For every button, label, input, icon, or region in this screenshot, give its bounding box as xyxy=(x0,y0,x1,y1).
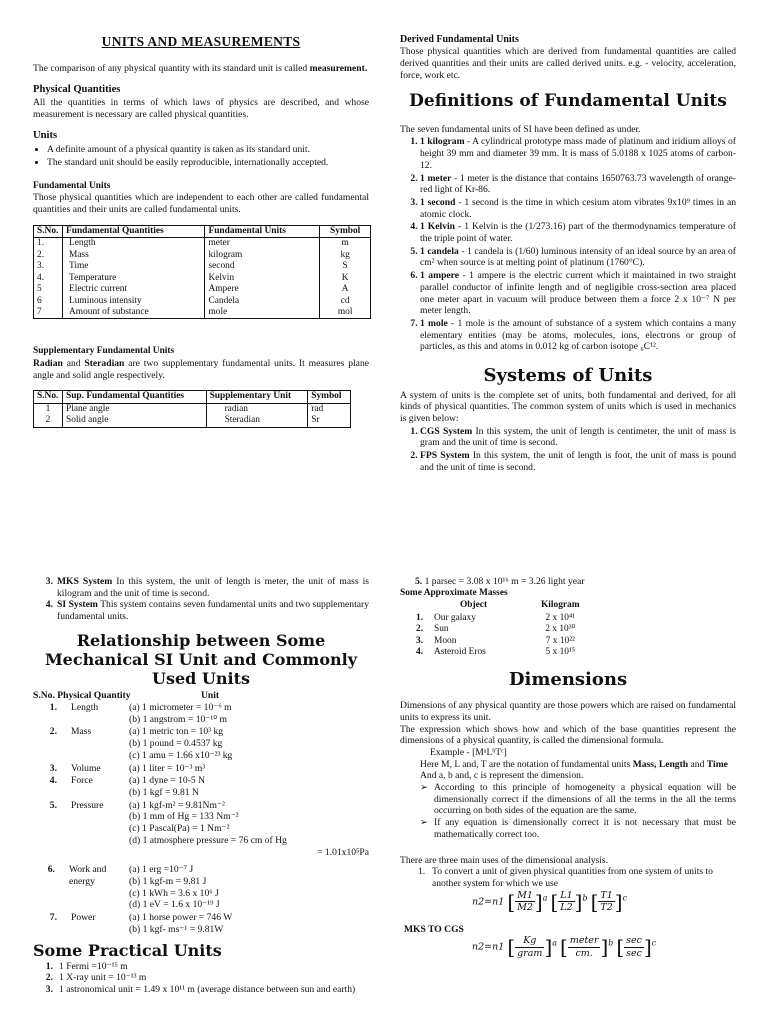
physical-quantities-heading: Physical Quantities xyxy=(33,84,121,96)
table-cell: Solid angle xyxy=(63,415,207,427)
dimensions-here-text: Here M, L and, T are the notation of fundamental units xyxy=(420,758,633,770)
definitions-intro: The seven fundamental units of SI have been defined as under. xyxy=(400,123,641,135)
relationship-group xyxy=(33,912,369,935)
definition-term: 1 second xyxy=(420,196,456,208)
system-item xyxy=(33,576,369,599)
table-row xyxy=(414,613,594,624)
system-term: CGS System xyxy=(420,425,473,437)
table-cell: 2 xyxy=(34,415,63,427)
table-cell: Length xyxy=(63,238,205,250)
table-cell: Amount of substance xyxy=(63,307,205,319)
relationship-unit: (b) 1 angstrom = 10⁻¹⁰ m xyxy=(129,713,227,725)
formula-num: M1 xyxy=(517,889,533,901)
relationship-quantity-name: Force xyxy=(71,775,93,787)
practical-unit-text: 1 parsec = 3.08 x 10¹⁶ m = 3.26 light year xyxy=(424,576,585,587)
table-cell: Temperature xyxy=(63,273,205,284)
page-title: UNITS AND MEASUREMENTS xyxy=(101,34,301,49)
system-number: 3. xyxy=(45,576,53,587)
definition-term: 1 meter xyxy=(420,172,452,184)
relationship-number: 6. xyxy=(47,864,55,876)
supplementary-units-table xyxy=(33,390,351,427)
table-header: Object xyxy=(460,600,488,611)
table-row xyxy=(414,624,594,635)
relationship-unit: (d) 1 atmosphere pressure = 76 cm of Hg xyxy=(129,834,287,846)
system-item xyxy=(420,450,736,473)
relationship-number: 4. xyxy=(49,775,57,787)
system-item xyxy=(33,599,369,622)
table-cell: 3. xyxy=(416,635,424,646)
definition-item xyxy=(420,197,736,220)
relationship-number: 2. xyxy=(49,726,57,738)
derived-units-heading: Derived Fundamental Units xyxy=(400,34,519,45)
relationship-quantity xyxy=(33,726,129,761)
relationship-unit: (b) 1 mm of Hg = 133 Nm⁻² xyxy=(129,811,239,823)
relationship-units xyxy=(129,763,369,775)
table-cell: Moon xyxy=(434,635,457,646)
definition-item xyxy=(420,221,736,244)
table-cell: kg xyxy=(320,250,371,261)
relationship-unit: (d) 1 eV = 1.6 x 10⁻¹⁹ J xyxy=(129,899,220,911)
relationship-col-header: Unit xyxy=(201,690,220,702)
relationship-group xyxy=(33,702,369,725)
table-cell: 4. xyxy=(34,273,63,284)
dimensions-example: Example - [MᵃLᵇTᶜ] xyxy=(430,746,507,758)
table-cell: Candela xyxy=(205,296,320,307)
formula-den: L2 xyxy=(560,902,573,914)
relationship-quantity xyxy=(33,775,129,798)
masses-heading: Some Approximate Masses xyxy=(400,587,508,598)
system-text: In this system, the unit of length is centimeter, the unit of mass is gram and the unit of time is second. xyxy=(420,425,737,449)
definitions-heading: Definitions of Fundamental Units xyxy=(409,91,727,112)
table-cell: rad xyxy=(308,403,351,415)
units-heading: Units xyxy=(33,129,58,141)
definition-item xyxy=(420,318,736,353)
relationship-quantity xyxy=(33,912,129,935)
arrow-bullet-icon: ➢ xyxy=(420,782,429,794)
practical-unit-text: 1 X-ray unit = 10⁻¹³ m xyxy=(59,972,147,984)
table-cell: Ampere xyxy=(205,284,320,295)
relationship-unit: (a) 1 horse power = 746 W xyxy=(129,912,233,924)
system-term: MKS System xyxy=(57,576,113,587)
table-header: Kilogram xyxy=(541,600,580,611)
definition-item xyxy=(420,270,736,317)
dimensions-here-bold: Mass, Length xyxy=(632,758,689,770)
dimensions-arrow-text: If any equation is dimensionally correct it is not necessary that must be mathematically correct too. xyxy=(434,817,736,840)
table-row xyxy=(34,273,371,284)
supplementary-body: are two supplementary fundamental units. It measures plane angle and solid angle respectively. xyxy=(33,357,369,381)
formula-den: sec xyxy=(626,948,642,960)
mks-to-cgs-label: MKS TO CGS xyxy=(404,923,464,935)
masses-table-body xyxy=(414,613,594,659)
system-body xyxy=(57,599,369,622)
table-cell: Mass xyxy=(63,250,205,261)
relationship-heading: Relationship between Some Mechanical SI Unit and Commonly Used Units xyxy=(44,630,358,689)
relationship-quantity-name: Work and energy xyxy=(68,864,107,887)
table-cell: 7 x 10²² xyxy=(545,635,575,646)
table-cell: 3. xyxy=(34,261,63,272)
definition-text: - 1 meter is the distance that contains 1650763.73 wavelength of orange-red light of Kr-86. xyxy=(420,172,736,196)
relationship-unit: (a) 1 micrometer = 10⁻⁶ m xyxy=(129,702,232,714)
relationship-unit: (a) 1 dyne = 10-5 N xyxy=(129,775,206,787)
dimensions-p1: Dimensions of any physical quantity are those powers which are raised on fundamental units to express its unit. xyxy=(400,700,736,723)
definition-item xyxy=(420,136,736,171)
practical-unit-num: 3. xyxy=(45,984,53,996)
relationship-col-header: S.No. Physical Quantity xyxy=(33,690,131,702)
practical-unit-num: 2. xyxy=(45,972,53,984)
table-cell: 1 xyxy=(34,403,63,415)
systems-list xyxy=(400,426,736,474)
table-row xyxy=(414,647,594,658)
formula-mks-cgs: n2=n1 [ $\frac{Kg}{\text{gram}}$ ]$^a$ [ $\frac{\text{meter}}{cm.}$ ]$^b$ [ $\frac{\sec}{\sec}$ ]$^c$ xyxy=(472,935,657,960)
system-item xyxy=(420,426,736,449)
formula-den: cm. xyxy=(575,948,593,960)
definition-text: - 1 candela is (1/60) luminous intensity of an ideal source by an area of cm² when source is at melting point of platinum (1760°C). xyxy=(420,245,736,269)
table-header: Fundamental Quantities xyxy=(63,225,205,237)
table-cell: Asteroid Eros xyxy=(434,647,486,658)
physical-quantities-text: All the quantities in terms of which laws of physics are described, and whose measurement is necessary are called physical quantities. xyxy=(33,97,369,120)
dimensions-heading: Dimensions xyxy=(508,668,628,690)
units-list xyxy=(33,144,369,168)
relationship-number: 3. xyxy=(49,762,57,774)
relationship-header-row xyxy=(33,690,369,702)
arrow-bullet-icon: ➢ xyxy=(420,817,429,829)
right-column-top xyxy=(400,34,736,475)
relationship-quantity xyxy=(33,800,129,859)
relationship-units xyxy=(129,912,369,935)
table-cell: mole xyxy=(205,307,320,319)
relationship-units xyxy=(129,702,369,725)
table-cell: Luminous intensity xyxy=(63,296,205,307)
definition-term: 1 Kelvin xyxy=(420,221,455,233)
formula-num: Kg xyxy=(515,935,544,948)
system-body xyxy=(57,576,369,599)
table-cell: m xyxy=(320,238,371,250)
relationship-unit: = 1.01x10⁵Pa xyxy=(317,846,369,858)
relationship-unit: (b) 1 kgf-m = 9.81 J xyxy=(129,875,207,887)
table-cell: 1. xyxy=(416,612,424,623)
table-header: Supplementary Unit xyxy=(206,391,308,403)
practical-units-list xyxy=(33,961,369,996)
relationship-group xyxy=(33,726,369,761)
practical-unit-item xyxy=(33,984,369,996)
table-cell: 5 xyxy=(34,284,63,295)
fundamental-units-table-body xyxy=(34,238,371,319)
definition-term: 1 mole xyxy=(420,317,448,329)
table-cell: Kelvin xyxy=(205,273,320,284)
practical-unit-item xyxy=(33,972,369,984)
table-cell: Our galaxy xyxy=(434,612,476,623)
table-header: Sup. Fundamental Quantities xyxy=(63,391,207,403)
right-column-bottom xyxy=(400,576,736,960)
relationship-group xyxy=(33,775,369,798)
table-cell: A xyxy=(320,284,371,295)
relationship-number: 1. xyxy=(49,702,57,714)
definitions-list xyxy=(400,136,736,353)
practical-unit-text: 1 Fermi =10⁻¹⁵ m xyxy=(59,960,128,972)
table-row xyxy=(34,307,371,319)
table-cell: Sr xyxy=(308,415,351,427)
table-row xyxy=(34,250,371,261)
definition-term: 1 ampere xyxy=(420,270,460,282)
dimensions-arrow-text: According to this principle of homogeneity a physical equation will be dimensionally correct if the dimensions of all the terms in the all the terms occurring on both sides of the equation are the same. xyxy=(434,782,736,817)
fundamental-units-heading: Fundamental Units xyxy=(33,180,111,191)
fundamental-units-table xyxy=(33,225,371,320)
definition-text: - 1 mole is the amount of substance of a system which contains a many elementary entities (may be atoms, molecules, ions, electrons or group of particles, as this and atoms in 0.012 kg of carbon isotope ₆C¹². xyxy=(420,317,736,353)
dimensions-use-item xyxy=(400,866,736,889)
dimensions-use-text: To convert a unit of given physical quantities from one system of units to another system for which we use xyxy=(432,866,713,889)
relationship-quantity-name: Power xyxy=(71,912,96,924)
table-cell: K xyxy=(320,273,371,284)
relationship-table xyxy=(33,702,369,935)
practical-unit-num: 5. xyxy=(415,576,423,587)
relationship-unit: (b) 1 kgf = 9.81 N xyxy=(129,787,199,798)
definition-item xyxy=(420,173,736,196)
table-cell: 2 x 10⁴¹ xyxy=(545,612,576,623)
table-cell: 1. xyxy=(34,238,63,250)
relationship-units xyxy=(129,726,369,761)
definition-text: - 1 ampere is the electric current which it maintained in two straight parallel conductor of infinite length and of negligible cross-section area placed one meter apart in vacuum will produce between them a force 2 x 10⁻⁷ N per meter length. xyxy=(420,270,736,317)
formula-den: T2 xyxy=(600,902,613,914)
system-term: FPS System xyxy=(420,450,470,462)
table-cell: 2. xyxy=(34,250,63,261)
relationship-unit: (c) 1 amu = 1.66 x10⁻²³ kg xyxy=(129,749,233,761)
definition-term: 1 candela xyxy=(420,245,459,257)
table-row xyxy=(34,238,371,250)
dimensions-uses: There are three main uses of the dimensional analysis. xyxy=(400,854,609,866)
dimensions-arrow-list xyxy=(400,782,736,841)
relationship-quantity xyxy=(33,864,129,911)
relationship-quantity-name: Length xyxy=(71,702,99,714)
table-row xyxy=(34,403,351,415)
table-cell: second xyxy=(205,261,320,272)
supplementary-units-table-body xyxy=(34,403,351,427)
dimensions-abc: And a, b and, c is represent the dimension. xyxy=(420,770,584,782)
definition-text: - 1 second is the time in which cesium atom vibrates 9x10⁹ times in an atomic clock. xyxy=(420,196,736,220)
table-cell: 6 xyxy=(34,296,63,307)
dimensions-arrow-item xyxy=(420,782,736,817)
table-header-row xyxy=(34,225,371,237)
table-cell: Steradian xyxy=(206,415,308,427)
table-cell: 7 xyxy=(34,307,63,319)
practical-unit-item xyxy=(33,961,369,973)
supplementary-term-radian: Radian xyxy=(33,357,63,369)
relationship-group xyxy=(33,800,369,859)
formula-den: gram xyxy=(517,948,543,960)
table-cell: mol xyxy=(320,307,371,319)
formula-num: meter xyxy=(569,935,599,947)
masses-table xyxy=(414,599,594,658)
relationship-number: 7. xyxy=(49,912,57,924)
practical-unit-num: 1. xyxy=(45,960,53,972)
table-cell: 2. xyxy=(416,624,424,635)
relationship-group xyxy=(33,864,369,911)
fundamental-units-text: Those physical quantities which are independent to each other are called fundamental quantities and their units are called fundamental units. xyxy=(33,192,369,215)
dimensions-here-and: and xyxy=(688,758,707,770)
table-header: Fundamental Units xyxy=(205,225,320,237)
table-header: Symbol xyxy=(308,391,351,403)
formula-lhs: n2=n1 xyxy=(472,942,505,954)
table-cell: Sun xyxy=(434,624,449,635)
dimensions-arrow-item xyxy=(420,817,736,840)
supplementary-and: and xyxy=(62,357,85,369)
units-bullet: • The standard unit should be easily reproducible, internationally accepted. xyxy=(47,157,369,169)
systems-heading: Systems of Units xyxy=(483,365,653,387)
table-row xyxy=(414,636,594,647)
relationship-units xyxy=(129,800,369,859)
table-cell: meter xyxy=(205,238,320,250)
table-header: S.No. xyxy=(34,391,63,403)
table-header-row xyxy=(414,599,594,612)
table-cell: Time xyxy=(63,261,205,272)
relationship-quantity-name: Mass xyxy=(71,726,92,738)
formula-num: T1 xyxy=(600,889,613,901)
relationship-units xyxy=(129,775,369,798)
system-number: 4. xyxy=(45,599,53,611)
derived-units-text: Those physical quantities which are derived from fundamental quantities are called derived quantities and their units are called derived units. e.g. - velocity, acceleration, force, work etc. xyxy=(400,46,736,81)
definition-term: 1 kilogram xyxy=(420,136,465,148)
table-cell: Electric current xyxy=(63,284,205,295)
intro-paragraph xyxy=(33,63,369,75)
relationship-group xyxy=(33,763,369,775)
table-cell: radian xyxy=(206,403,308,415)
table-cell: Plane angle xyxy=(63,403,207,415)
relationship-unit: (a) 1 erg =10⁻⁷ J xyxy=(129,864,194,876)
table-cell: 4. xyxy=(416,647,424,658)
relationship-quantity-name: Volume xyxy=(71,762,101,774)
formula-lhs: n2=n1 xyxy=(472,896,505,908)
systems-text: A system of units is the complete set of units, both fundamental and derived, for all kinds of physical quantities. The common system of units which is used in mechanics is given below: xyxy=(400,389,736,425)
table-row xyxy=(34,415,351,427)
relationship-unit: (a) 1 liter = 10⁻³ m³ xyxy=(129,762,206,774)
relationship-number: 5. xyxy=(49,799,57,811)
practical-units-heading: Some Practical Units xyxy=(33,941,222,961)
relationship-unit: (b) 1 pound = 0.4537 kg xyxy=(129,738,223,750)
dimensions-here xyxy=(400,759,736,771)
practical-unit-item xyxy=(400,576,736,588)
dimensions-here-bold: Time xyxy=(706,758,728,770)
left-column-top xyxy=(33,34,369,428)
relationship-quantity xyxy=(33,702,129,725)
table-header-row xyxy=(34,391,351,403)
system-text: This system contains seven fundamental units and two supplementary fundamental units. xyxy=(57,599,369,623)
definition-text: - 1 Kelvin is the (1/273.16) part of the thermodynamics temperature of the triple point of water. xyxy=(420,221,736,245)
formula-ratio: n2=n1 [ $\frac{M1}{M2}$ ]$^a$ [ $\frac{L1}{L2}$ ]$^b$ [ $\frac{T1}{T2}$ ]$^c$ xyxy=(472,889,628,914)
supplementary-term-steradian: Steradian xyxy=(84,357,125,369)
relationship-units xyxy=(129,864,369,911)
table-row xyxy=(34,296,371,307)
definition-text: - A cylindrical prototype mass made of platinum and iridium alloys of height 39 mm and diameter 39 mm. It is mass of 5.0188 x 1025 atoms of carbon-12. xyxy=(420,136,736,171)
table-cell: kilogram xyxy=(205,250,320,261)
table-header: S.No. xyxy=(34,225,63,237)
relationship-unit: (a) 1 kgf-m² = 9.81Nm⁻² xyxy=(129,799,225,811)
formula-den: M2 xyxy=(517,902,533,914)
practical-unit-text: 1 astronomical unit = 1.49 x 10¹¹ m (average distance between sun and earth) xyxy=(59,984,356,996)
intro-text: The comparison of any physical quantity with its standard unit is called xyxy=(33,63,308,75)
table-cell: 5 x 10¹⁵ xyxy=(545,647,576,658)
supplementary-heading: Supplementary Fundamental Units xyxy=(33,346,175,357)
systems-list-continued xyxy=(33,576,369,623)
formula-num: L1 xyxy=(560,889,573,901)
left-column-bottom xyxy=(33,576,369,996)
dimensions-p2: The expression which shows how and which of the base quantities represent the dimensions of a physical quantity, is called the dimensional formula. xyxy=(400,723,736,747)
table-cell: 2 x 10³⁰ xyxy=(545,624,576,635)
table-row xyxy=(34,284,371,295)
system-term: SI System xyxy=(57,599,98,611)
table-header: Symbol xyxy=(320,225,371,237)
table-cell: S xyxy=(320,261,371,272)
system-text: In this system, the unit of length is foot, the unit of mass is pound and the unit of time is second. xyxy=(420,450,736,473)
relationship-quantity xyxy=(33,763,129,775)
table-cell: cd xyxy=(320,296,371,307)
relationship-unit: (a) 1 metric ton = 10³ kg xyxy=(129,726,224,738)
use-number: 1. xyxy=(418,866,426,878)
relationship-unit: (c) 1 Pascal(Pa) = 1 Nm⁻² xyxy=(129,823,230,835)
relationship-unit: (b) 1 kgf- ms⁻¹ = 9.81W xyxy=(129,923,224,935)
relationship-quantity-name: Pressure xyxy=(71,799,104,811)
relationship-unit: (c) 1 kWh = 3.6 x 10⁶ J xyxy=(129,887,219,899)
table-row xyxy=(34,261,371,272)
supplementary-text xyxy=(33,358,369,381)
units-bullet: • A definite amount of a physical quantity is taken as its standard unit. xyxy=(47,144,369,156)
system-text: In this system, the unit of length is meter, the unit of mass is kilogram and the unit of time is second. xyxy=(57,576,370,599)
formula-num: sec xyxy=(626,935,642,947)
definition-item xyxy=(420,246,736,269)
intro-bold: measurement. xyxy=(309,63,368,75)
